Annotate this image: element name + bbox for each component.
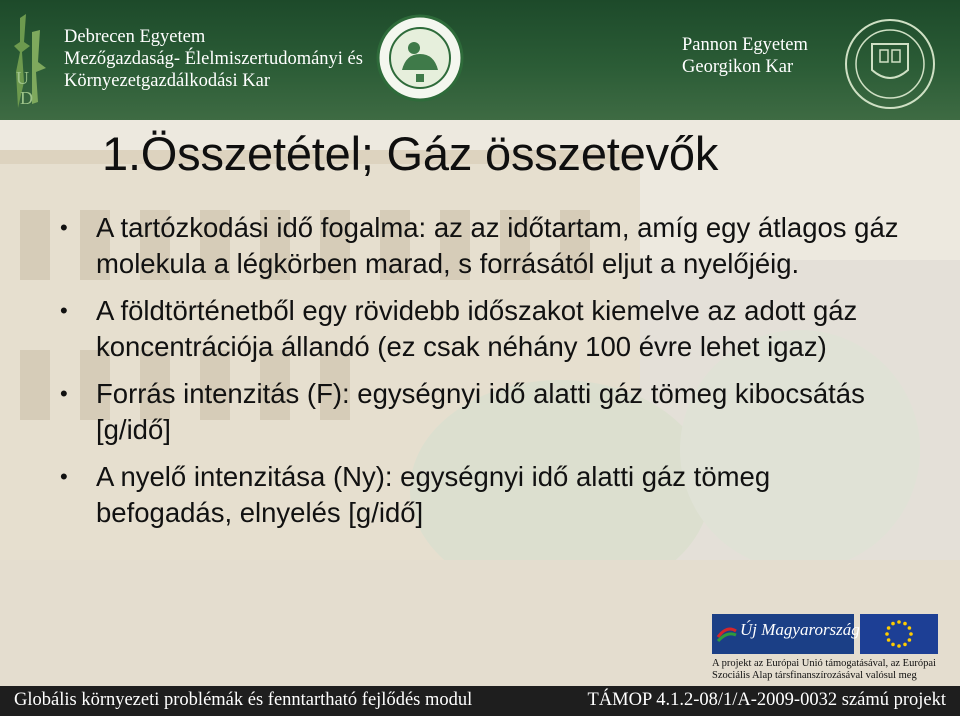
header-banner — [0, 0, 960, 120]
header-right-title — [682, 34, 808, 78]
bullet-item — [60, 376, 910, 448]
faculty-name-line1: Mezőgazdaság- Élelmiszertudományi és — [64, 49, 363, 69]
bullet-text: A tartózkodási idő fogalma: az az időtartam, amíg egy átlagos gáz molekula a légkörben marad, s forrásától eljut a nyelőjéig. — [96, 212, 899, 279]
university-name: Debrecen Egyetem — [64, 27, 206, 47]
uj-magyarorszag-logo — [712, 614, 860, 654]
eu-funding-logos — [712, 610, 944, 686]
footer-project-id: TÁMOP 4.1.2-08/1/A-2009-0032 számú projekt — [587, 690, 946, 710]
faculty-name-line2: Környezetgazdálkodási Kar — [64, 71, 270, 91]
footer-bar — [0, 686, 960, 716]
eu-note-line1: A projekt az Európai Unió támogatásával, az Európai — [712, 658, 936, 669]
eu-note-line2: Szociális Alap társfinanszírozásával valósul meg — [712, 670, 917, 681]
university-pannon-seal-icon — [842, 16, 938, 112]
bullet-dot-icon: • — [60, 381, 68, 406]
bullet-dot-icon: • — [60, 215, 68, 240]
georgikon-faculty-name: Georgikon Kar — [682, 57, 794, 77]
bullet-text: Forrás intenzitás (F): egységnyi idő alatti gáz tömeg kibocsátás [g/idő] — [96, 378, 865, 445]
slide-title: 1.Összetétel; Gáz összetevők — [102, 127, 719, 180]
debrecen-university-logo-icon — [12, 12, 52, 112]
footer-module-name: Globális környezeti problémák és fenntartható fejlődés modul — [14, 690, 473, 710]
svg-text:U: U — [16, 68, 29, 88]
bullet-text: A nyelő intenzitása (Ny): egységnyi idő alatti gáz tömeg befogadás, elnyelés [g/idő] — [96, 461, 771, 528]
bullet-item — [60, 293, 910, 365]
uj-magyarorszag-label: Új Magyarország — [740, 620, 860, 639]
eu-funding-note — [712, 658, 944, 682]
bullet-list — [60, 210, 910, 542]
bullet-item — [60, 459, 910, 531]
header-left-title — [64, 26, 363, 92]
svg-text:D: D — [20, 88, 33, 108]
pannon-university-name: Pannon Egyetem — [682, 35, 808, 55]
eu-flag-icon — [860, 614, 938, 654]
bullet-dot-icon: • — [60, 298, 68, 323]
bullet-dot-icon: • — [60, 464, 68, 489]
bullet-item — [60, 210, 910, 282]
agricultural-faculty-seal-icon — [376, 14, 464, 102]
bullet-text: A földtörténetből egy rövidebb időszakot kiemelve az adott gáz koncentrációja állandó (ez csak néhány 100 évre lehet igaz) — [96, 295, 858, 362]
hungarian-flag-swoosh-icon — [716, 623, 738, 645]
